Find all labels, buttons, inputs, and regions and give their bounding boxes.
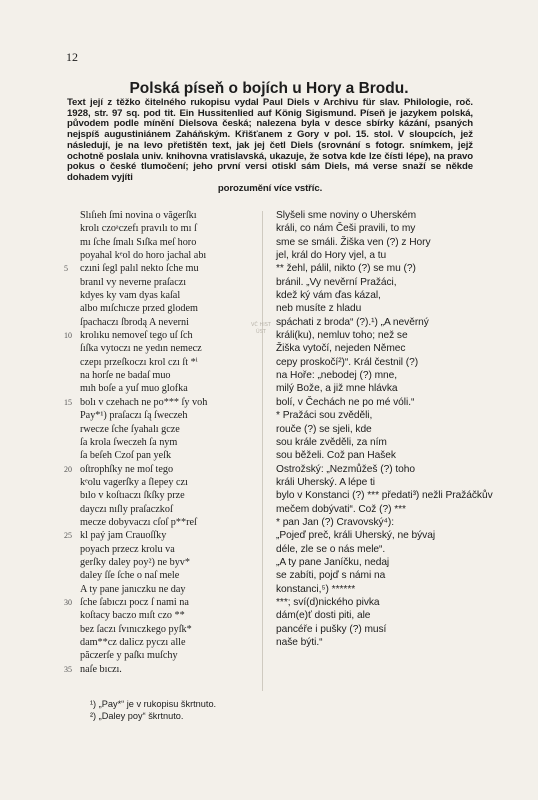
line-number: 15: [64, 397, 72, 407]
original-verse-line: mı ſche ſmalı Sıſka meſ horo: [80, 236, 197, 248]
original-verse-line: ſa krola ſweczeh ſa nym: [80, 436, 178, 448]
original-text-column: [80, 209, 258, 676]
translation-column: [276, 209, 493, 649]
translation-line: se zabíti, pojď s námi na: [276, 570, 386, 582]
intro-paragraph: [67, 98, 473, 194]
intro-text: Text její z těžko čitelného rukopisu vydal Paul Diels v Archivu für slav. Philologie, roč. 1928, str. 97 sq. pod tit. Ein Hussitenlied auf König Sigismund. Píseň je jazykem polská, původem podle mínění Dielsova česká; nalezena byla v desce sbírky kázání, psaných nejspíš augustiniánem Zaháňským. Křišťanem z Gory v pol. 15. stol. V sloupcích, jež následují, je na levo přetištěn text, jak jej četl Diels (srovnání s fotogr. snímkem, jejž ochotně poslala univ. knihovna vratislavská, ukazuje, že sotva kde lze čísti lépe), na pravo pokus o české tlumočení; jeho první versi otiskl sám Diels, má verse snaží se někde dohadem vyjíti: [67, 97, 473, 183]
original-verse-line: albo mıſchıcze przed glodem: [80, 303, 198, 315]
translation-line: králi Uherský. A lépe ti: [276, 476, 376, 488]
translation-line: dám(e)ť dosti piti, ale: [276, 610, 371, 622]
original-verse-line: ſpachaczı ſbrodą A neverni: [80, 316, 189, 328]
page-title: Polská píseň o bojích u Hory a Brodu.: [129, 80, 409, 97]
original-verse-line: dam**cz dalicz pyczı alle: [80, 637, 186, 648]
original-verse-line: kᵉolu vagerſky a ſlepey czı: [80, 476, 188, 488]
original-verse-line: czepı przeſkoczı krol czı ſt *ⁱ: [80, 356, 198, 368]
translation-line: pancéře i pušky (?) musí: [276, 623, 387, 635]
line-number: 20: [64, 464, 72, 474]
translation-line: cepy proskočí²)“. Král čestnil (?): [276, 356, 419, 368]
translation-line: Slyšeli sme noviny o Uherském: [276, 210, 417, 221]
intro-last-line: porozumění více vstříc.: [217, 182, 323, 194]
column-divider: [262, 211, 263, 691]
original-verse-line: krolıku nemoveſ tego uſ ſch: [80, 330, 193, 342]
original-verse-line: bılo v koſtıaczı ſkſky prze: [80, 490, 185, 502]
original-verse-line: Slıſıeh ſmi novina o văgerſkı: [80, 210, 197, 221]
translation-line: sou krále zvěděli, za ním: [276, 436, 387, 448]
translation-line: králi(ku), nemluv toho; než se: [276, 330, 408, 342]
page-number: 12: [66, 50, 78, 64]
translation-line: bylo v Konstanci (?) *** předati³) nežli Pražáčkův: [276, 490, 493, 502]
translation-line: * Pražáci sou zvěděli,: [276, 410, 373, 422]
original-verse-line: poyach przecz krolu va: [80, 543, 175, 555]
line-number: 30: [64, 598, 72, 608]
original-verse-line: Pay*¹) praſaczı ſą ſweczeh: [80, 410, 188, 422]
line-number: 25: [64, 531, 72, 541]
line-number: 5: [64, 264, 68, 274]
original-verse-line: naſe bıczı.: [80, 663, 122, 675]
translation-line: Žiška vytočí, nejeden Němec: [276, 343, 406, 355]
footnote: ²) „Daley poy“ škrtnuto.: [90, 711, 184, 721]
original-verse-line: krolı czoᵃczefı pravılı to mı ſ: [80, 223, 197, 235]
translation-line: bolí, v Čechách ne po mé vóli.“: [276, 396, 415, 408]
original-verse-line: daley ſſe ſche o naſ mele: [80, 570, 180, 582]
translation-line: na Hoře: „nebodej (?) mne,: [276, 370, 398, 382]
library-watermark: VČ HIST ÚST: [251, 322, 271, 335]
translation-line: mečem dobývati“. Což (?) ***: [276, 503, 406, 515]
translation-line: neb musíte z hladu: [276, 303, 362, 315]
original-verse-line: branıl vy neverne praſaczı: [80, 276, 187, 288]
line-number: 35: [64, 664, 72, 674]
translation-line: milý Bože, a již mne hlávka: [276, 383, 398, 395]
translation-line: ***; sví(d)nického pivka: [276, 596, 380, 608]
original-verse-line: poyahal kᵉol do horo jachal abı: [80, 250, 207, 262]
translation-line: naše býti.“: [276, 637, 323, 648]
translation-line: sou běželi. Což pan Hašek: [276, 450, 396, 462]
original-verse-line: kdyes ky vam dyas kaſal: [80, 290, 181, 302]
original-verse-line: A ty pane janıczku ne day: [80, 583, 186, 595]
original-verse-line: bez ſaczı ſvınıczkego pyſk*: [80, 623, 192, 635]
original-verse-line: păczerſe y paſkı muſchy: [80, 650, 178, 662]
original-verse-line: gerſky daley poy²) ne byv*: [80, 556, 190, 568]
translation-line: rouče (?) se sjeli, kde: [276, 423, 372, 435]
original-verse-line: mıh boſe a yuſ muo glofka: [80, 383, 188, 395]
original-verse-line: koſtacy baczo mıſt czo **: [80, 610, 185, 622]
original-verse-line: mecze dobyvaczı cſoſ p**reſ: [80, 516, 197, 528]
original-verse-line: czıni ſegl palıl nekto ſche mu: [80, 263, 199, 275]
line-number: 10: [64, 331, 72, 341]
translation-line: ** žehl, pálil, nikto (?) se mu (?): [276, 263, 416, 275]
translation-line: sme se smáli. Žiška ven (?) z Hory: [276, 236, 431, 248]
original-verse-line: dayczı nıſly praſaczkoſ: [80, 503, 173, 515]
original-verse-line: bolı v czehach ne po*** ſy voh: [80, 396, 208, 408]
translation-line: spáchati z broda“ (?).¹) „A nevěrný: [276, 316, 429, 328]
translation-line: Ostrožský: „Nezmůžeš (?) toho: [276, 463, 415, 475]
footnote: ¹) „Pay*“ je v rukopisu škrtnuto.: [90, 699, 217, 709]
footnotes: [90, 698, 216, 722]
translation-line: kdež ký vám ďas kázal,: [276, 290, 381, 302]
original-verse-line: rwecze ſche ſyahalı gcze: [80, 423, 180, 435]
original-verse-line: ſıſka vytoczı ne yedın nemecz: [80, 343, 202, 355]
translation-line: déle, zle se o nás mele“.: [276, 543, 386, 555]
translation-line: jel, král do Hory vjel, a tu: [276, 250, 387, 262]
translation-line: „Pojeď preč, králi Uherský, ne bývaj: [276, 530, 436, 542]
original-verse-line: ſa beſeh Czoſ pan yeſk: [80, 450, 172, 462]
translation-line: konstanci,⁵) ******: [276, 583, 356, 595]
original-verse-line: ſche ſabıczı pocz ſ nami na: [80, 596, 189, 608]
translation-line: bránil. „Vy nevěrní Pražáci,: [276, 276, 397, 288]
original-verse-line: na horſe ne badaſ muo: [80, 370, 171, 382]
translation-line: „A ty pane Janíčku, nedaj: [276, 556, 390, 568]
translation-line: králi, co nám Češi pravili, to my: [276, 223, 416, 235]
original-verse-line: oſtrophſky ne moſ tego: [80, 463, 174, 475]
translation-line: * pan Jan (?) Cravovský⁴):: [276, 516, 395, 528]
original-verse-line: kl paý jam Crauoſſky: [80, 530, 167, 542]
